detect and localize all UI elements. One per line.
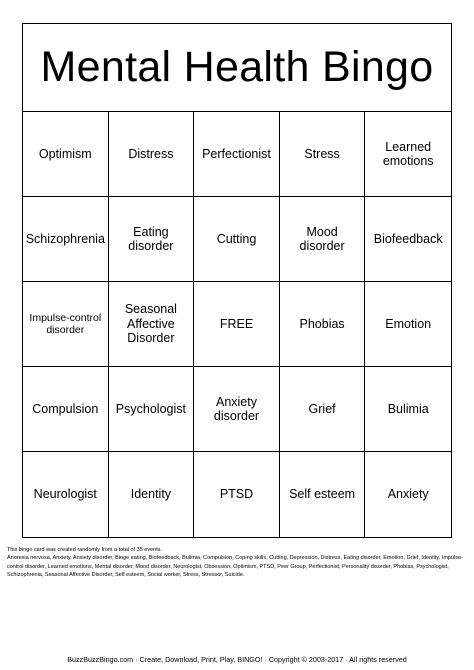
bingo-cell-1: Optimism	[23, 112, 109, 197]
bingo-cell-8: Cutting	[194, 197, 280, 282]
info-total-events: This bingo card was created randomly from a total of 35 events.	[7, 547, 162, 553]
info-event-list: Anorexia nervosa, Anxiety, Anxiety disorder, Binge eating, Biofeedback, Bulimia, Compulsion, Coping skills, Cutting, Depression, Distress, Eating disorder, Emotion, Grief, Identity, Impulse-control disorder, Learned emotions, Mental disorder, Mood disorder, Neurologist, Obsession, Optimism, PTSD, Peer Group, Perfectionist, Personality disorder, Phobias, Psychologist, Schizophrenia, Seasonal Affective Disorder, Self esteem, Social worker, Stress, Stressor, Suicide.	[7, 555, 463, 578]
bingo-cell-2: Distress	[109, 112, 195, 197]
bingo-cell-12: Seasonal Affective Disorder	[109, 282, 195, 367]
bingo-cell-24: Self esteem	[280, 452, 366, 537]
bingo-cell-17: Psychologist	[109, 367, 195, 452]
bingo-cell-14: Phobias	[280, 282, 366, 367]
bingo-cell-15: Emotion	[365, 282, 451, 367]
bingo-cell-4: Stress	[280, 112, 366, 197]
title-box	[23, 24, 451, 112]
bingo-cell-3: Perfectionist	[194, 112, 280, 197]
bingo-card	[22, 23, 452, 538]
bingo-cell-9: Mood disorder	[280, 197, 366, 282]
bingo-cell-5: Learned emotions	[365, 112, 451, 197]
bingo-cell-22: Identity	[109, 452, 195, 537]
bingo-cell-16: Compulsion	[23, 367, 109, 452]
bingo-cell-23: PTSD	[194, 452, 280, 537]
bingo-cell-6: Schizophrenia	[23, 197, 109, 282]
bingo-cell-19: Grief	[280, 367, 366, 452]
bingo-cell-18: Anxiety disorder	[194, 367, 280, 452]
bingo-cell-free: FREE	[194, 282, 280, 367]
bingo-cell-21: Neurologist	[23, 452, 109, 537]
bingo-cell-25: Anxiety	[387, 487, 429, 502]
card-info	[7, 546, 469, 579]
bingo-cell-20: Bulimia	[365, 367, 451, 452]
card-title: Mental Health Bingo	[40, 43, 434, 91]
bingo-cell-11: Impulse-control disorder	[23, 282, 109, 367]
bingo-cell-10: Biofeedback	[365, 197, 451, 282]
bingo-grid	[23, 112, 451, 537]
site-footer: BuzzBuzzBingo.com · Create, Download, Print, Play, BINGO! · Copyright © 2003-2017 · All rights reserved	[67, 655, 407, 664]
bingo-cell-7: Eating disorder	[109, 197, 195, 282]
